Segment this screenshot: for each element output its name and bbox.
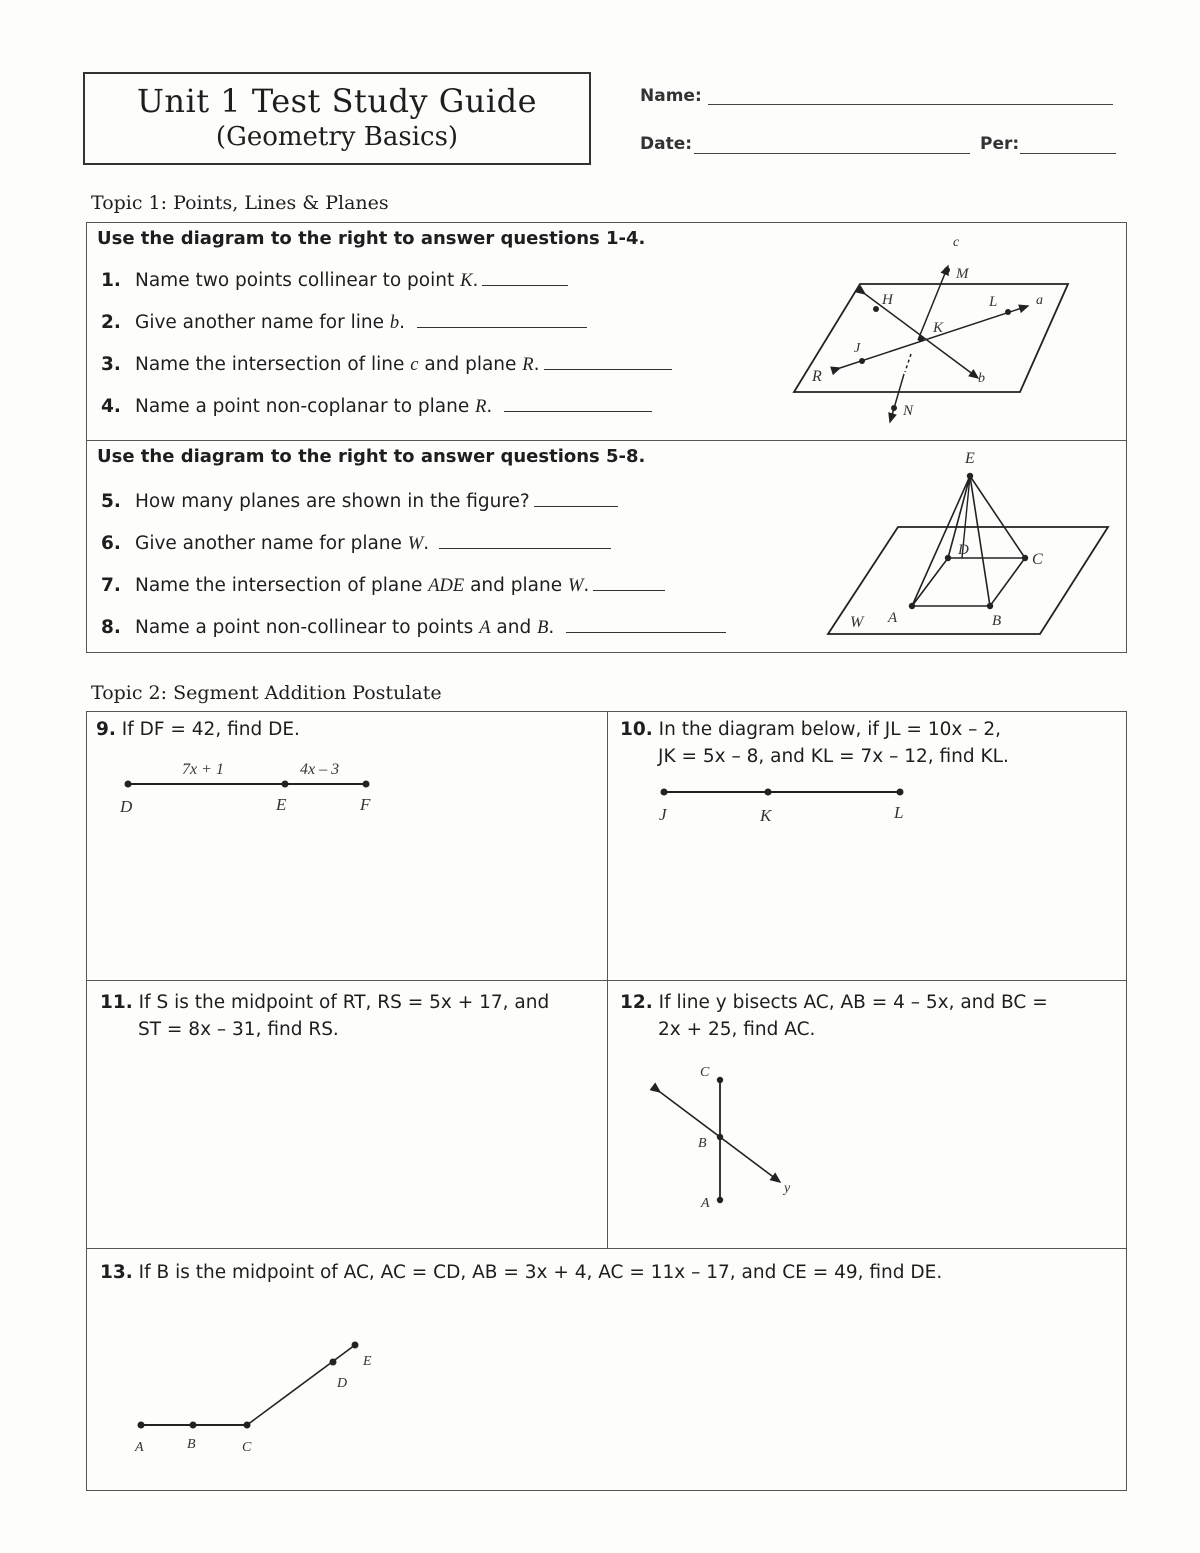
label-d: D: [958, 542, 969, 558]
point-a: [909, 603, 915, 609]
label-b: B: [992, 613, 1002, 629]
line-a: [840, 306, 1028, 368]
label-d: D: [337, 1376, 348, 1391]
label-b: B: [698, 1136, 707, 1151]
point-k: [765, 789, 772, 796]
point-d: [330, 1359, 337, 1366]
label-e: E: [276, 795, 287, 814]
pyramid-base: [912, 558, 1025, 606]
answer-blank-3[interactable]: [544, 368, 672, 370]
answer-blank-1[interactable]: [482, 284, 568, 286]
label-d: D: [120, 797, 133, 816]
question-12: 12. If line y bisects AC, AB = 4 – 5x, and BC = 2x + 25, find AC.: [620, 992, 1048, 1040]
topic1-divider: [86, 440, 1127, 441]
label-k: K: [933, 320, 944, 336]
label-w: W: [850, 614, 864, 631]
question-13: 13. If B is the midpoint of AC, AC = CD, AB = 3x + 4, AC = 11x – 17, and CE = 49, find DE.: [100, 1262, 943, 1283]
point-a: [138, 1422, 145, 1429]
title-box: [83, 72, 591, 165]
label-j: J: [659, 805, 667, 824]
question-7: 7. Name the intersection of plane ADE and plane W.: [101, 575, 665, 597]
segment-def-diagram: [110, 752, 390, 822]
point-n: [891, 405, 897, 411]
answer-blank-5[interactable]: [534, 505, 618, 507]
label-e: E: [965, 450, 975, 467]
question-6: 6. Give another name for plane W.: [101, 533, 611, 555]
label-a: A: [888, 610, 898, 626]
instruction-1-4: Use the diagram to the right to answer questions 1-4.: [97, 228, 646, 249]
label-a: A: [701, 1196, 710, 1211]
answer-blank-7[interactable]: [593, 589, 665, 591]
question-11: 11. If S is the midpoint of RT, RS = 5x + 17, and ST = 8x – 31, find RS.: [100, 992, 550, 1040]
label-r: R: [812, 368, 822, 385]
point-b: [987, 603, 993, 609]
question-10: 10. In the diagram below, if JL = 10x – 2, JK = 5x – 8, and KL = 7x – 12, find KL.: [620, 719, 1009, 767]
point-l: [897, 789, 904, 796]
label-a: a: [1036, 293, 1043, 308]
segment-abcde-diagram: [125, 1335, 395, 1465]
label-e: E: [363, 1354, 372, 1369]
point-e: [282, 781, 289, 788]
point-k: [918, 336, 924, 342]
label-h: H: [882, 292, 893, 308]
point-a: [717, 1197, 723, 1203]
label-b: b: [978, 371, 985, 386]
answer-blank-2[interactable]: [417, 326, 587, 328]
point-e: [967, 473, 973, 479]
question-9: 9. If DF = 42, find DE.: [96, 719, 300, 740]
label-l: L: [894, 803, 904, 822]
topic2-heading: Topic 2: Segment Addition Postulate: [91, 682, 442, 704]
question-2: 2. Give another name for line b.: [101, 312, 587, 334]
label-k: K: [760, 806, 772, 825]
label-c: C: [242, 1440, 252, 1455]
name-label: Name:: [640, 86, 702, 106]
segment-jkl-diagram: [650, 776, 920, 836]
label-c: C: [1032, 551, 1043, 568]
line-c-lower: [890, 374, 904, 422]
plane-r-diagram: [780, 228, 1080, 433]
point-j: [859, 358, 865, 364]
label-m: M: [956, 266, 969, 282]
date-field[interactable]: [694, 153, 970, 154]
point-l: [1005, 309, 1011, 315]
point-b: [190, 1422, 197, 1429]
point-c: [717, 1077, 723, 1083]
point-c: [244, 1422, 251, 1429]
point-c: [1022, 555, 1028, 561]
topic1-heading: Topic 1: Points, Lines & Planes: [91, 192, 389, 214]
label-b: B: [187, 1437, 196, 1452]
page-title: Unit 1 Test Study Guide: [136, 82, 538, 120]
label-ef-expression: 4x – 3: [300, 761, 340, 778]
label-de-expression: 7x + 1: [182, 761, 224, 778]
question-1: 1. Name two points collinear to point K.: [101, 270, 568, 292]
point-d: [125, 781, 132, 788]
period-field[interactable]: [1020, 153, 1116, 154]
pyramid-diagram: [820, 444, 1120, 644]
period-label: Per:: [980, 134, 1020, 154]
question-8: 8. Name a point non-collinear to points A and B.: [101, 617, 726, 639]
point-h: [873, 306, 879, 312]
date-label: Date:: [640, 134, 693, 154]
label-f: F: [360, 795, 371, 814]
label-a: A: [135, 1440, 144, 1455]
instruction-5-8: Use the diagram to the right to answer questions 5-8.: [97, 446, 646, 467]
label-n: N: [903, 403, 914, 419]
line-c-hidden: [905, 354, 911, 372]
edge-ec: [970, 476, 1025, 558]
question-4: 4. Name a point non-coplanar to plane R.: [101, 396, 652, 418]
answer-blank-6[interactable]: [439, 547, 611, 549]
label-j: J: [854, 341, 861, 356]
topic2-divider-1: [86, 980, 1127, 981]
question-5: 5. How many planes are shown in the figure?: [101, 491, 618, 512]
point-m: [944, 267, 950, 273]
answer-blank-4[interactable]: [504, 410, 652, 412]
label-c: c: [953, 235, 960, 250]
topic2-divider-2: [86, 1248, 1127, 1249]
question-3: 3. Name the intersection of line c and plane R.: [101, 354, 672, 376]
bisector-diagram: [650, 1062, 810, 1212]
point-b: [717, 1134, 723, 1140]
edge-eb: [970, 476, 990, 606]
edge-ea: [912, 476, 970, 606]
label-l: L: [989, 294, 998, 310]
point-e: [352, 1342, 359, 1349]
name-field[interactable]: [708, 104, 1113, 105]
label-y: y: [784, 1181, 791, 1196]
answer-blank-8[interactable]: [566, 631, 726, 633]
page-subtitle: (Geometry Basics): [215, 122, 459, 152]
label-c: C: [700, 1065, 710, 1080]
point-f: [363, 781, 370, 788]
point-j: [661, 789, 668, 796]
point-d: [945, 555, 951, 561]
